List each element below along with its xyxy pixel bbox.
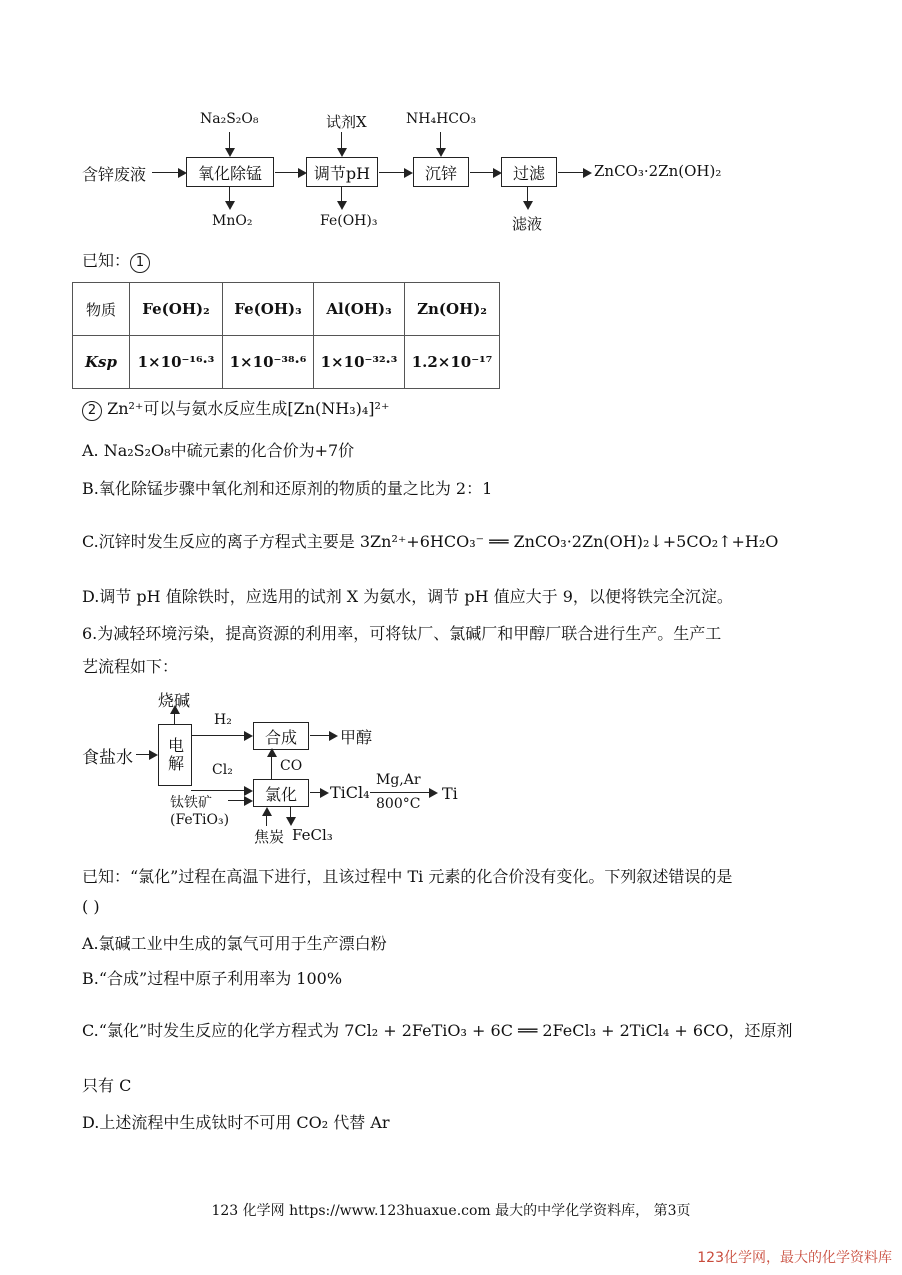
flow1-arrow: [470, 172, 494, 173]
q5-option-c: C.沉锌时发生反应的离子方程式主要是 3Zn²⁺+6HCO₃⁻ ══ ZnCO₃·2Zn(OH)₂↓+5CO₂↑+H₂O: [82, 532, 779, 551]
flow2-arrow: [191, 735, 245, 736]
flow2-arrow-head: [267, 748, 277, 757]
flow2-box-electrolysis: 电解: [158, 724, 192, 786]
flow2-coke: 焦炭: [254, 828, 285, 846]
flow2-ore: 钛铁矿: [170, 795, 212, 811]
flow1-arrow: [341, 186, 342, 202]
flow1-arrow-head: [523, 201, 533, 210]
q6-option-c-cont: 只有 C: [82, 1076, 132, 1095]
known-1-label: 已知：: [82, 251, 131, 270]
flow2-arrow: [370, 792, 430, 793]
flow2-methanol: 甲醇: [340, 728, 373, 747]
flow2-arrow-head: [170, 705, 180, 714]
known-2: [82, 396, 389, 421]
known-2-text: Zn²⁺可以与氨水反应生成[Zn(NH₃)₄]²⁺: [107, 399, 390, 418]
flow2-naoh: 烧碱: [158, 691, 191, 710]
table-cell: 1.2×10⁻¹⁷: [405, 336, 500, 389]
q6-known: 已知：“氯化”过程在高温下进行，且该过程中 Ti 元素的化合价没有变化。下列叙述错误的是: [82, 867, 733, 886]
q5-option-b: B.氧化除锰步骤中氧化剂和还原剂的物质的量之比为 2：1: [82, 479, 493, 498]
q6-stem-line-2: 艺流程如下：: [82, 657, 179, 676]
flow1-arrow: [379, 172, 405, 173]
table-cell: 1×10⁻³⁸·⁶: [223, 336, 314, 389]
q6-stem-line-1: 6.为减轻环境污染，提高资源的利用率，可将钛厂、氯碱厂和甲醇厂联合进行生产。生产工: [82, 624, 722, 643]
flow2-cl2: Cl₂: [212, 762, 233, 778]
q5-option-a: A. Na₂S₂O₈中硫元素的化合价为+7价: [82, 441, 355, 460]
flow1-box-zinc: 沉锌: [413, 157, 469, 187]
table-cell: 1×10⁻¹⁶·³: [130, 336, 223, 389]
flow1-arrow: [275, 172, 299, 173]
flow1-arrow-head: [337, 148, 347, 157]
flow2-fecl3: FeCl₃: [292, 826, 333, 844]
table-header-cell: Fe(OH)₃: [223, 283, 314, 336]
q6-option-a: A.氯碱工业中生成的氯气可用于生产漂白粉: [82, 934, 387, 953]
page-footer: 123 化学网 https://www.123huaxue.com 最大的中学化学资料库， 第3页: [211, 1203, 691, 1219]
flow1-box-ph: 调节pH: [306, 157, 378, 187]
flow2-arrow-head: [244, 786, 253, 796]
flow2-box-synthesis: 合成: [253, 722, 309, 750]
table-row: [73, 336, 500, 389]
flow1-box-filter: 过滤: [501, 157, 557, 187]
flow2-ticl4: TiCl₄: [330, 783, 370, 802]
flow2-arrow: [271, 754, 272, 779]
known-1: [82, 248, 150, 273]
flow2-arrow-head: [329, 731, 338, 741]
flow1-arrow: [341, 132, 342, 149]
q6-option-c: C.“氯化”时发生反应的化学方程式为 7Cl₂ + 2FeTiO₃ + 6C ══ 2FeCl₃ + 2TiCl₄ + 6CO，还原剂: [82, 1021, 793, 1040]
flow2-arrow: [136, 754, 150, 755]
flow1-arrow: [527, 186, 528, 202]
table-row: [73, 283, 500, 336]
flow1-out-3: 滤液: [512, 215, 543, 233]
flow1-arrow-head: [436, 148, 446, 157]
q5-option-d: D.调节 pH 值除铁时，应选用的试剂 X 为氨水，调节 pH 值应大于 9，以便将铁完全沉淀。: [82, 587, 733, 606]
flow2-box-chlorination: 氯化: [253, 779, 309, 807]
q6-paren: ( ): [82, 897, 100, 916]
flow2-arrow-head: [244, 731, 253, 741]
flow1-arrow-head: [404, 168, 413, 178]
q6-option-b: B.“合成”过程中原子利用率为 100%: [82, 969, 343, 988]
circle-number-2: 2: [82, 401, 102, 421]
table-header-cell: Fe(OH)₂: [130, 283, 223, 336]
flow2-arrow-head: [286, 817, 296, 826]
flow1-reagent-2: 试剂X: [326, 113, 367, 131]
flow1-input: 含锌废液: [82, 165, 147, 184]
table-cell: 1×10⁻³²·³: [314, 336, 405, 389]
circle-number-1: 1: [130, 253, 150, 273]
q6-option-d: D.上述流程中生成钛时不可用 CO₂ 代替 Ar: [82, 1113, 390, 1132]
flow1-reagent-3: NH₄HCO₃: [406, 111, 477, 127]
flow1-arrow: [152, 172, 178, 173]
flow1-arrow: [558, 172, 584, 173]
flow1-arrow-head: [225, 148, 235, 157]
flow2-arrow: [228, 800, 245, 801]
flow2-ore-formula: (FeTiO₃): [170, 812, 230, 828]
table-header-cell: Zn(OH)₂: [405, 283, 500, 336]
flow2-co: CO: [280, 758, 303, 774]
flow1-out-2: Fe(OH)₃: [320, 213, 378, 229]
flow1-arrow: [229, 186, 230, 202]
flow2-ti: Ti: [442, 784, 458, 803]
watermark: 123化学网，最大的化学资料库: [697, 1250, 892, 1266]
flow1-arrow-head: [337, 201, 347, 210]
flow1-arrow: [229, 132, 230, 149]
flow2-condition-2: 800°C: [376, 796, 421, 812]
flow2-arrow-head: [149, 750, 158, 760]
flow2-h2: H₂: [214, 712, 232, 728]
flow1-box-oxidize: 氧化除锰: [186, 157, 274, 187]
flow2-arrow: [310, 735, 330, 736]
flow2-arrow-head: [262, 807, 272, 816]
flow1-reagent-1: Na₂S₂O₈: [200, 111, 259, 127]
flow2-condition-1: Mg,Ar: [376, 772, 421, 788]
flow1-arrow-head: [583, 168, 592, 178]
table-row-label: Ksp: [73, 336, 130, 389]
flow2-arrow-head: [320, 788, 329, 798]
flow1-arrow: [440, 132, 441, 149]
ksp-table: [72, 282, 500, 389]
flow1-out-1: MnO₂: [212, 213, 253, 229]
flow2-arrow-head: [429, 788, 438, 798]
table-header-cell: Al(OH)₃: [314, 283, 405, 336]
flow2-input: 食盐水: [82, 748, 133, 768]
flow1-product: ZnCO₃·2Zn(OH)₂: [594, 162, 722, 180]
flow1-arrow-head: [225, 201, 235, 210]
flow2-arrow-head: [244, 796, 253, 806]
table-header-cell: 物质: [73, 283, 130, 336]
